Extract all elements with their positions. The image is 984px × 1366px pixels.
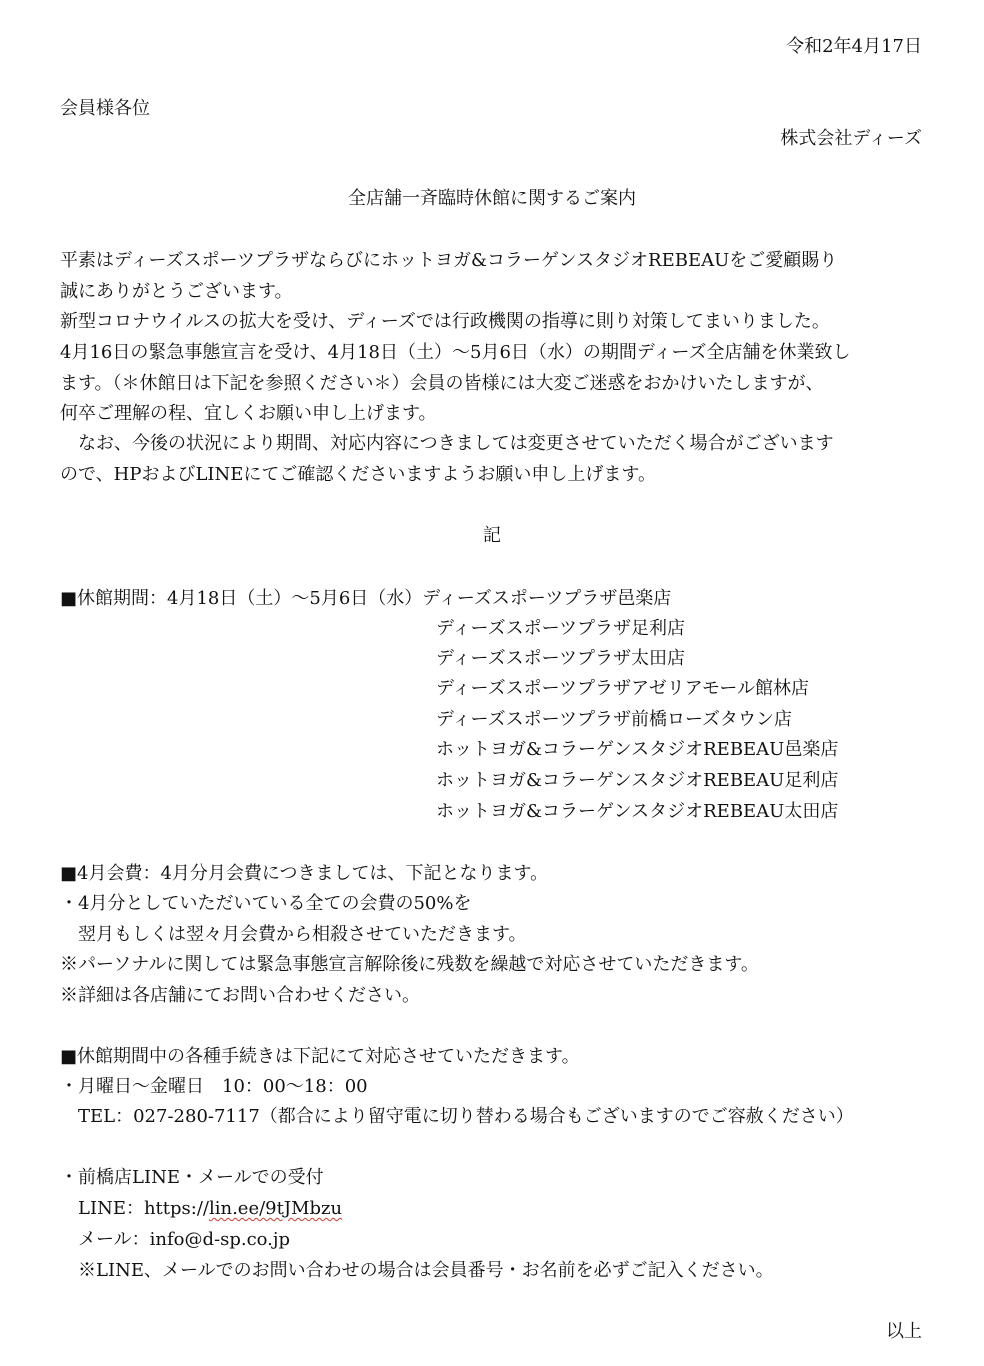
body-line: ます。（＊休館日は下記を参照ください＊）会員の皆様には大変ご迷惑をおかけいたしますが、 bbox=[60, 373, 824, 394]
store-item: ホットヨガ&コラーゲンスタジオREBEAU足利店 bbox=[436, 770, 839, 791]
body-line: なお、今後の状況により期間、対応内容につきましては変更させていただく場合がございます bbox=[60, 433, 834, 454]
body-line: 平素はディーズスポーツプラザならびにホットヨガ&コラーゲンスタジオREBEAUをご愛顧賜り bbox=[60, 250, 838, 271]
sender: 株式会社ディーズ bbox=[780, 128, 922, 149]
fees-line: ・4月分としていただいている全ての会費の50%を bbox=[60, 893, 472, 914]
procedures-heading: ■休館期間中の各種手続きは下記にて対応させていただきます。 bbox=[60, 1046, 580, 1067]
addressee: 会員様各位 bbox=[60, 98, 150, 119]
fees-note: ※パーソナルに関しては緊急事態宣言解除後に残数を繰越で対応させていただきます。 bbox=[60, 954, 759, 975]
line-url-link[interactable]: lin.ee/9tJMbzu bbox=[208, 1198, 343, 1219]
body-line: 新型コロナウイルスの拡大を受け、ディーズでは行政機関の指導に則り対策してまいりました。 bbox=[60, 311, 830, 332]
store-item: ディーズスポーツプラザアゼリアモール館林店 bbox=[436, 678, 809, 699]
body-line: 4月16日の緊急事態宣言を受け、4月18日（土）〜5月6日（水）の期間ディーズ全店舗を休業致し bbox=[60, 342, 851, 363]
closure-heading: ■休館期間：4月18日（土）〜5月6日（水）ディーズスポーツプラザ邑楽店 bbox=[60, 588, 672, 609]
tel-line: TEL：027-280-7117（都合により留守電に切り替わる場合もございますのでご容赦ください） bbox=[60, 1106, 854, 1127]
ki-heading: 記 bbox=[483, 525, 501, 546]
contact-note: ※LINE、メールでのお問い合わせの場合は会員番号・お名前を必ずご記入ください。 bbox=[60, 1260, 774, 1281]
body-line: ので、HPおよびLINEにてご確認くださいますようお願い申し上げます。 bbox=[60, 464, 656, 485]
fees-note: ※詳細は各店舗にてお問い合わせください。 bbox=[60, 985, 420, 1006]
fees-line: 翌月もしくは翌々月会費から相殺させていただきます。 bbox=[60, 924, 527, 945]
store-item: ディーズスポーツプラザ前橋ローズタウン店 bbox=[436, 709, 793, 730]
line-label: LINE：https:// bbox=[60, 1198, 209, 1219]
store-item: ホットヨガ&コラーゲンスタジオREBEAU太田店 bbox=[436, 801, 839, 822]
line-contact bbox=[60, 1200, 342, 1218]
closing-word: 以上 bbox=[886, 1321, 922, 1342]
mail-contact: メール：info@d-sp.co.jp bbox=[60, 1229, 291, 1250]
store-item: ホットヨガ&コラーゲンスタジオREBEAU邑楽店 bbox=[436, 739, 839, 760]
document-title: 全店舗一斉臨時休館に関するご案内 bbox=[348, 188, 636, 209]
body-line: 何卒ご理解の程、宜しくお願い申し上げます。 bbox=[60, 403, 437, 424]
store-item: ディーズスポーツプラザ足利店 bbox=[436, 618, 685, 639]
fees-heading: ■4月会費：4月分月会費につきましては、下記となります。 bbox=[60, 863, 549, 884]
line-reception-title: ・前橋店LINE・メールでの受付 bbox=[60, 1167, 324, 1188]
body-line: 誠にありがとうございます。 bbox=[60, 281, 293, 302]
store-item: ディーズスポーツプラザ太田店 bbox=[436, 648, 685, 669]
office-hours: ・月曜日〜金曜日 10：00〜18：00 bbox=[60, 1076, 368, 1097]
date: 令和2年4月17日 bbox=[786, 36, 922, 57]
